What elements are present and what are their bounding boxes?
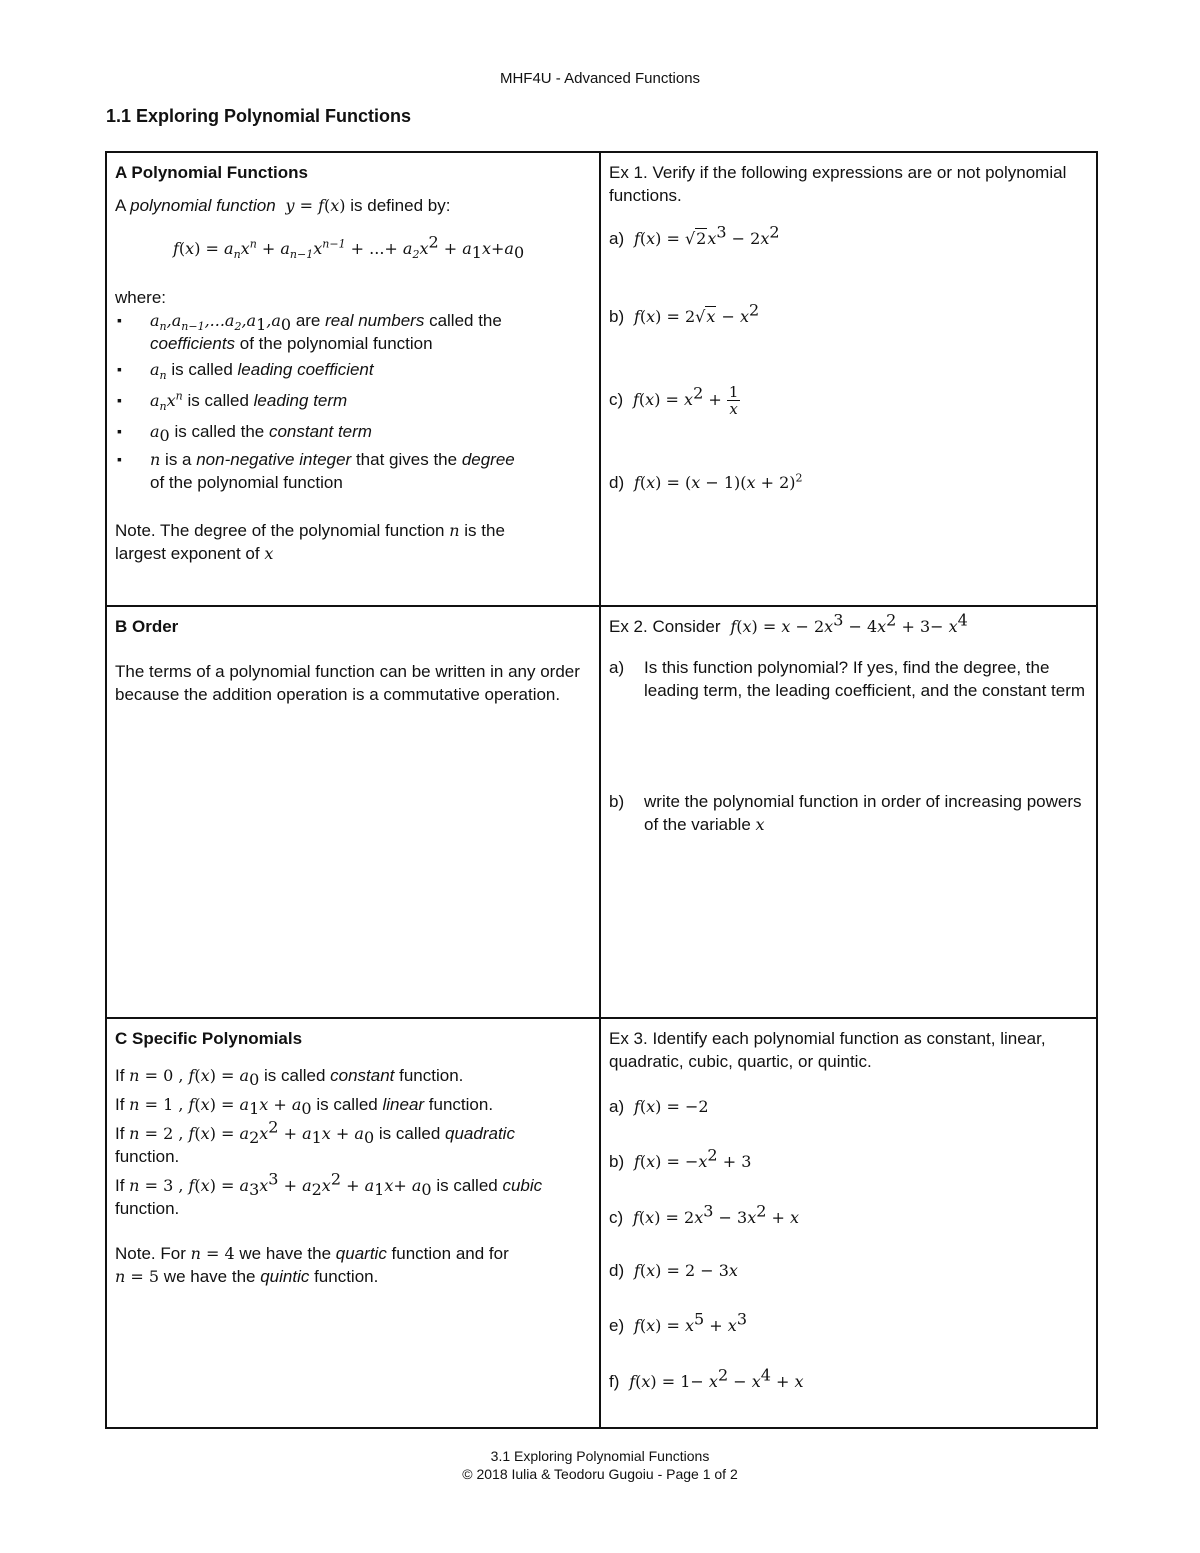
ex2-title: Ex 2. Consider $f(x) = x - 2x^3 - 4x^2 + 3- x^4$ [609, 610, 968, 636]
section-b-body: The terms of a polynomial function can be written in any order because the addition operation is a commutative operation. [115, 662, 580, 704]
ex3-title: Ex 3. Identify each polynomial function as constant, linear, quadratic, cubic, quartic, or quintic. [609, 1029, 1046, 1071]
linear-definition: If n = 1 , $f(x) = a_1x + a_0$ is called linear function. [115, 1095, 494, 1119]
ex3-item-c: c) $f(x) = 2x^3 - 3x^2 + x$ [609, 1201, 800, 1227]
constant-definition: If n = 0 , $f(x) = a_0$ is called constant function. [115, 1066, 464, 1090]
ex3-item-e: e) $f(x) = x^5 + x^3$ [609, 1309, 747, 1335]
ex1-item-a: a) $f(x) = √2x^3 - 2x^2$ [609, 222, 780, 248]
footer-line-2: © 2018 Iulia & Teodoru Gugoiu - Page 1 of 2 [462, 1466, 738, 1482]
quadratic-definition: If n = 2 , $f(x) = a_2x^2 + a_1x + a_0$ is called quadratic function. [115, 1117, 515, 1166]
section-a-note: Note. The degree of the polynomial function n is the largest exponent of x [115, 521, 505, 563]
footer-line-1: 3.1 Exploring Polynomial Functions [490, 1448, 710, 1464]
ex3-item-b: b) $f(x) = -x^2 + 3$ [609, 1145, 752, 1171]
table-row [106, 1018, 1097, 1428]
section-a-intro: A polynomial function y = f(x) is defined by: [115, 196, 451, 215]
section-c-title: C Specific Polynomials [115, 1029, 303, 1048]
ex1-item-c: c) $f(x) = x^2$ + $\frac{1}{x}$ [609, 383, 739, 418]
page-footer [0, 1447, 1200, 1483]
table-row [106, 152, 1097, 606]
section-a-cell [106, 152, 600, 606]
section-a-title: A Polynomial Functions [115, 163, 308, 182]
list-item: ▪ $a_0$ is called the constant term [115, 420, 591, 443]
ex1-item-b: b) $f(x) = 2√x - x^2$ [609, 300, 760, 326]
section-c-cell [106, 1018, 600, 1428]
list-item: ▪ $a_nx^n$ is called leading term [115, 389, 591, 412]
page-header: MHF4U - Advanced Functions [499, 70, 701, 87]
ex2-item-a: a) Is this function polynomial? If yes, find the degree, the leading term, the leading coefficient, and the constant term [609, 658, 1086, 700]
ex2-item-b: b) write the polynomial function in order of increasing powers of the variable x [609, 792, 1082, 834]
section-c-note: Note. For n = 4 we have the quartic function and for n = 5 we have the quintic function. [115, 1244, 509, 1286]
table-row [106, 606, 1097, 1018]
definition-list [115, 309, 591, 494]
ex2-cell [600, 606, 1097, 1018]
ex3-item-a: a) f(x) = −2 [609, 1097, 709, 1116]
ex3-item-f: f) $f(x) = 1- x^2 - x^4 + x$ [609, 1365, 804, 1391]
where-label: where: [115, 288, 167, 307]
section-b-cell [106, 606, 600, 1018]
lesson-table [105, 151, 1098, 1429]
section-b-title: B Order [115, 617, 179, 636]
page-title: 1.1 Exploring Polynomial Functions [106, 106, 412, 126]
list-item: ▪ $a_n$ is called leading coefficient [115, 358, 591, 381]
polynomial-definition-formula: $f(x) = a_nx^n + a_{n-1}x^{n-1}$ + ...+ $a_2x^2 + a_1x+a_0$ [173, 232, 525, 263]
list-item: ▪ $a_n,a_{n-1},...a_2,a_1,a_0$ are real numbers called the coefficients of the polynomial function [115, 309, 591, 355]
cubic-definition: If n = 3 , $f(x) = a_3x^3 + a_2x^2 + a_1x+ a_0$ is called cubic function. [115, 1169, 543, 1218]
ex1-title: Ex 1. Verify if the following expressions are or not polynomial functions. [609, 163, 1067, 205]
list-item: ▪ n is a non-negative integer that gives the degree of the polynomial function [115, 448, 591, 494]
ex1-cell [600, 152, 1097, 606]
ex3-cell [600, 1018, 1097, 1428]
ex3-item-d: d) f(x) = 2 − 3x [609, 1261, 738, 1280]
ex1-item-d: d) $f(x) = (x - 1)(x + 2)^2$ [609, 471, 803, 492]
